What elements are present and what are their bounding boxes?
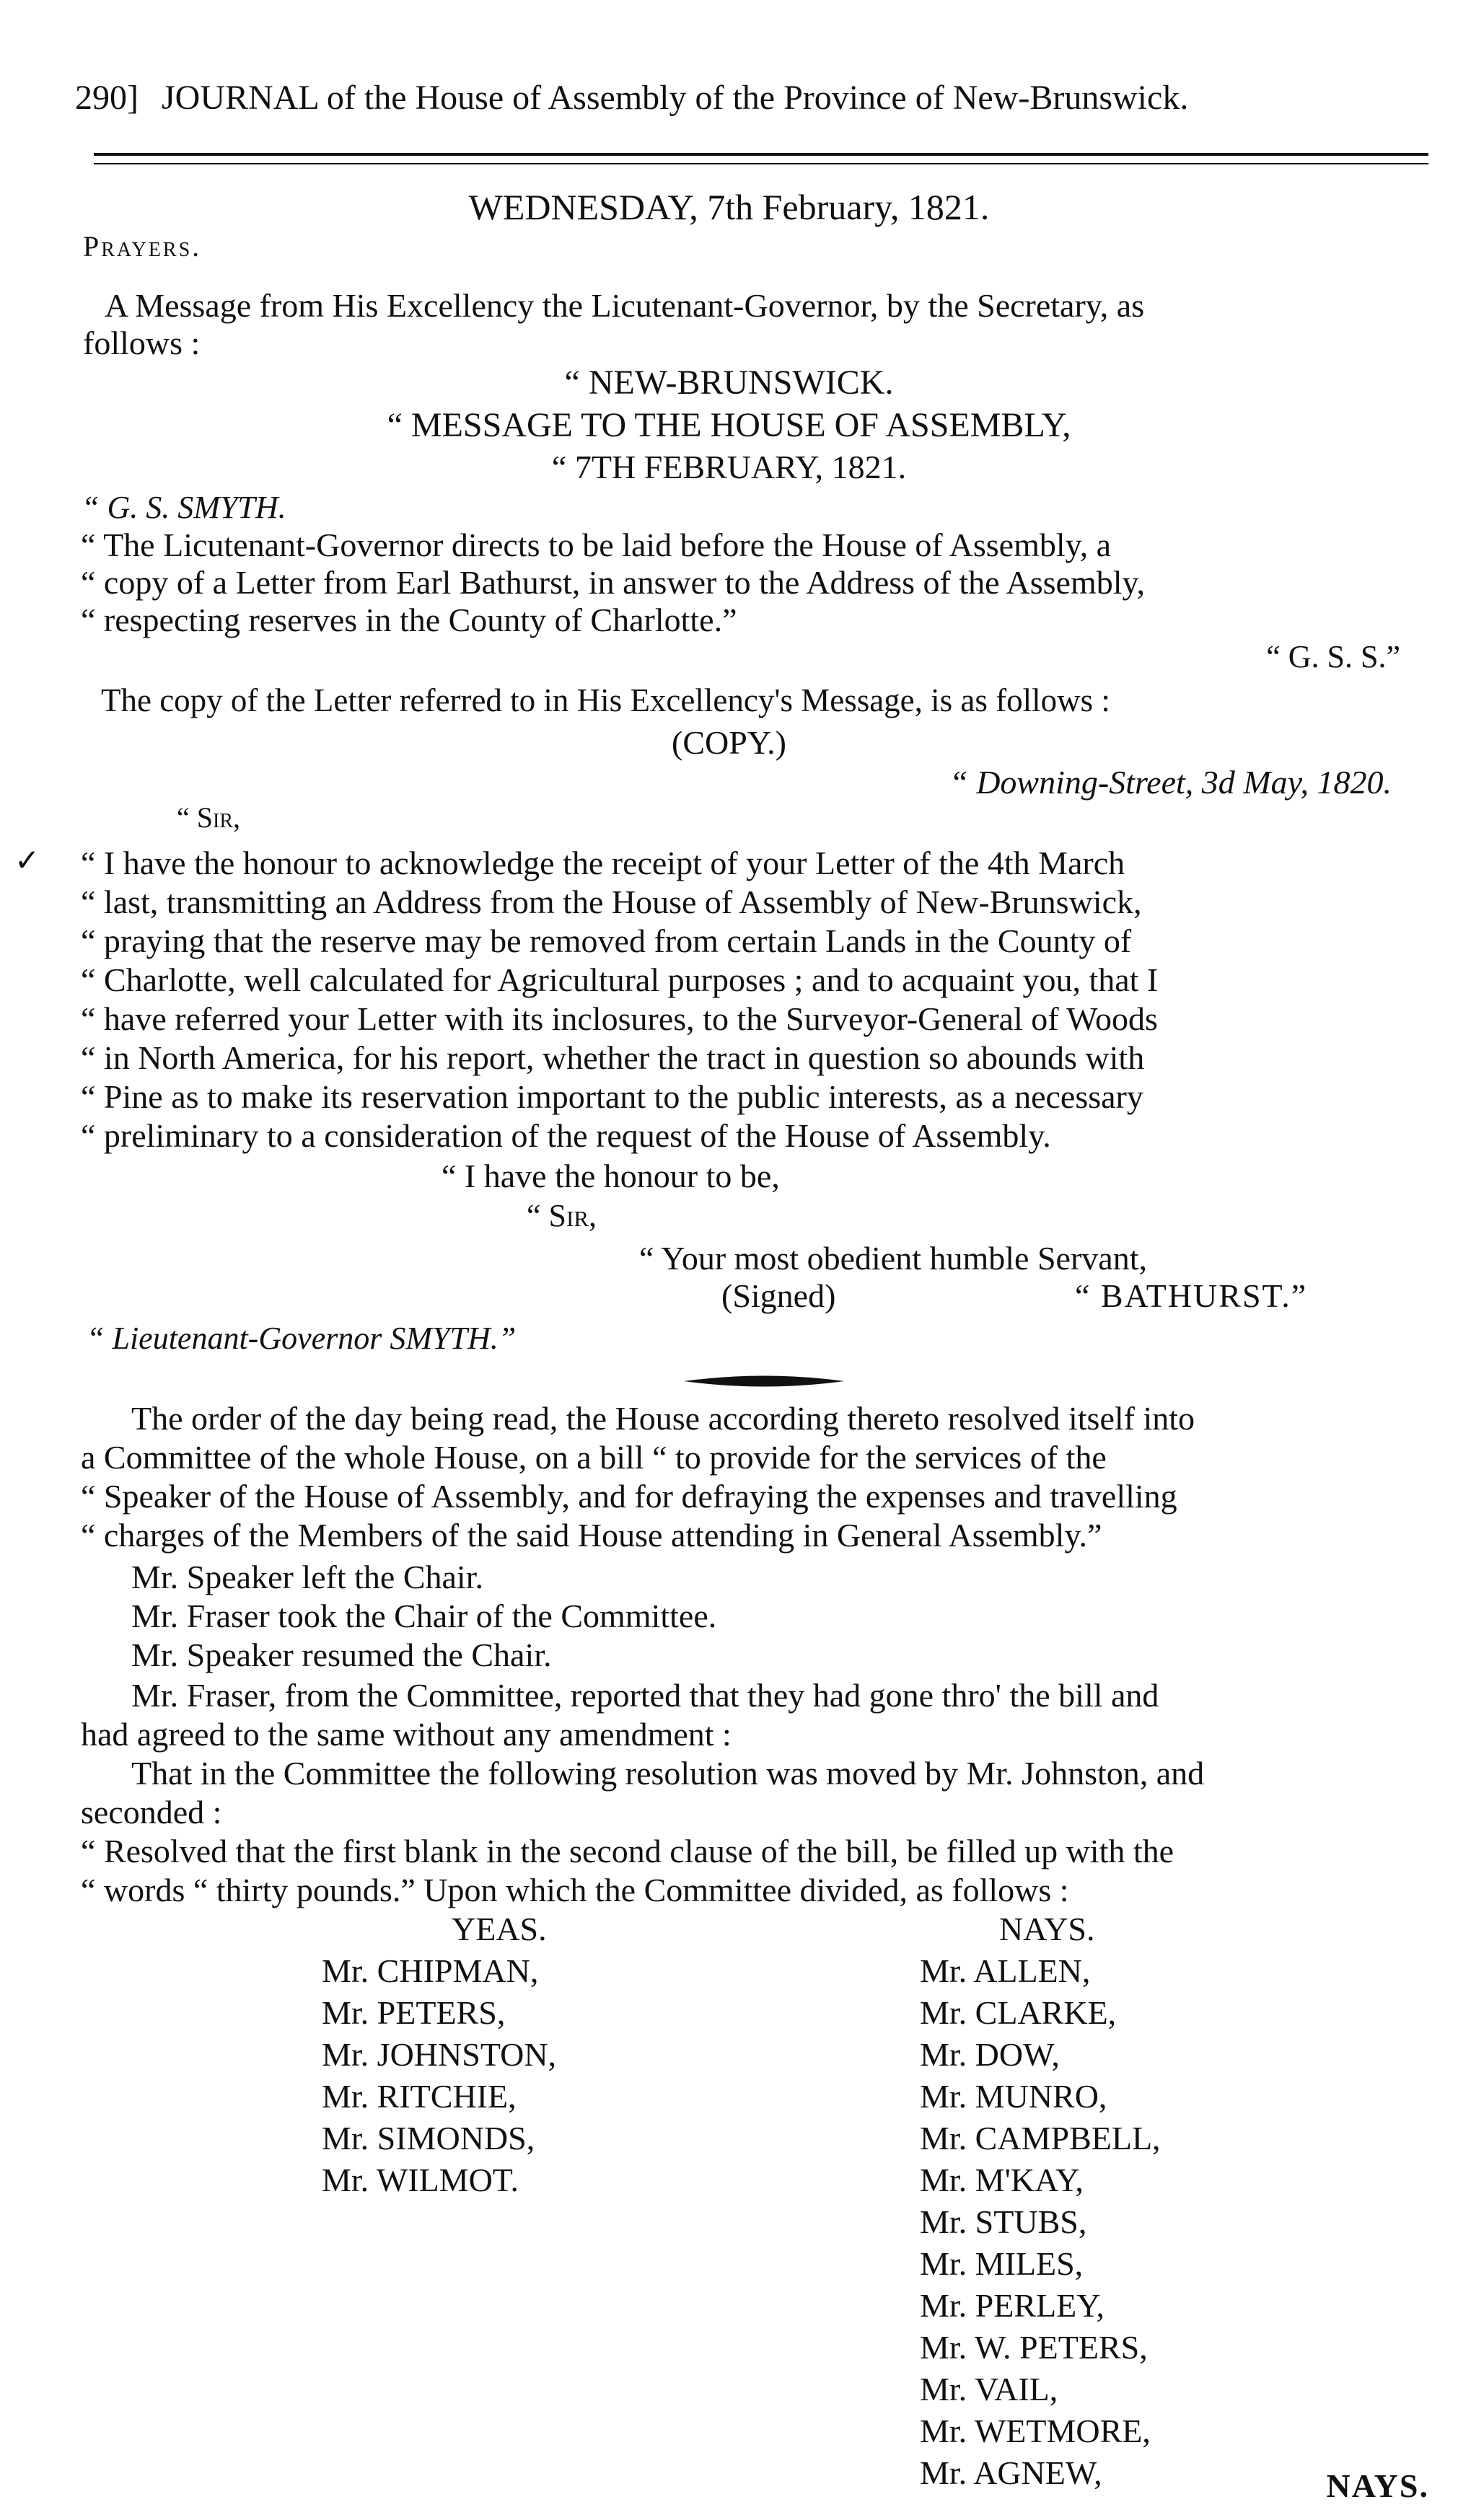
letter-signature: “ BATHURST.” <box>1075 1277 1308 1314</box>
order-of-day <box>81 1399 1430 1555</box>
resolution-line: “ Resolved that the first blank in the second clause of the bill, be filled up with the <box>81 1833 1174 1869</box>
letter-line: “ Pine as to make its reservation important to the public interests, as a necessary <box>81 1078 1143 1115</box>
yeas-column <box>322 1908 556 2201</box>
nays-heading: NAYS. <box>999 1911 1095 1947</box>
letter-closing-servant: “ Your most obedient humble Servant, <box>639 1240 1147 1277</box>
session-date: WEDNESDAY, 7th February, 1821. <box>468 187 990 227</box>
speaker-left: Mr. Speaker left the Chair. <box>131 1559 483 1595</box>
message-heading-province: “ NEW-BRUNSWICK. <box>564 364 894 402</box>
member-name: Mr. JOHNSTON, <box>322 2036 557 2073</box>
committee-report <box>81 1676 1430 1754</box>
resolution-intro-line: That in the Committee the following resolution was moved by Mr. Johnston, and <box>131 1755 1205 1792</box>
journal-title: JOURNAL of the House of Assembly of the Province of New-Brunswick. <box>161 79 1189 117</box>
member-name: Mr. AGNEW, <box>920 2454 1102 2491</box>
resolution <box>81 1832 1430 1910</box>
order-line: The order of the day being read, the House according thereto resolved itself into <box>131 1400 1195 1437</box>
message-body-line: “ respecting reserves in the County of Charlotte.” <box>81 602 737 638</box>
message-body-line: “ copy of a Letter from Earl Bathurst, in answer to the Address of the Assembly, <box>81 564 1146 601</box>
message-body <box>81 527 1430 639</box>
member-name: Mr. M'KAY, <box>920 2162 1084 2198</box>
report-line: Mr. Fraser, from the Committee, reported that they had gone thro' the bill and <box>131 1677 1159 1714</box>
fraser-took-chair: Mr. Fraser took the Chair of the Committee. <box>131 1598 717 1634</box>
member-name: Mr. PETERS, <box>322 1994 506 2031</box>
member-name: Mr. CHIPMAN, <box>322 1952 539 1989</box>
resolution-line: “ words “ thirty pounds.” Upon which the Committee divided, as follows : <box>81 1872 1069 1908</box>
letter-line: “ have referred your Letter with its inclosures, to the Surveyor-General of Woods <box>81 1000 1158 1037</box>
letter-closing-sir: “ Sir, <box>527 1198 597 1233</box>
report-line: had agreed to the same without any amendment : <box>81 1716 732 1753</box>
letter-line: “ last, transmitting an Address from the House of Assembly of New-Brunswick, <box>81 884 1142 920</box>
message-signatory: “ G. S. SMYTH. <box>82 490 286 525</box>
letter-line: “ in North America, for his report, whether the tract in question so abounds with <box>81 1039 1145 1076</box>
header-rule-thick <box>94 153 1428 156</box>
message-heading-title: “ MESSAGE TO THE HOUSE OF ASSEMBLY, <box>387 406 1071 444</box>
letter-line: “ praying that the reserve may be removed from certain Lands in the County of <box>81 922 1132 959</box>
prayers-entry: Prayers. <box>83 230 202 263</box>
yeas-heading: YEAS. <box>452 1911 547 1947</box>
nays-column <box>920 1908 1161 2494</box>
letter-line: “ I have the honour to acknowledge the receipt of your Letter of the 4th March <box>81 845 1125 881</box>
order-line: “ charges of the Members of the said House attending in General Assembly.” <box>81 1517 1102 1554</box>
member-name: Mr. ALLEN, <box>920 1952 1091 1989</box>
chair-proceedings <box>131 1558 716 1675</box>
member-name: Mr. SIMONDS, <box>322 2120 535 2156</box>
catchword: NAYS. <box>1326 2467 1429 2504</box>
check-mark-icon: ✓ <box>14 845 40 878</box>
member-name: Mr. W. PETERS, <box>920 2329 1148 2366</box>
member-name: Mr. RITCHIE, <box>322 2078 517 2115</box>
member-name: Mr. STUBS, <box>920 2203 1087 2240</box>
letter-addressee: “ Lieutenant-Governor SMYTH.” <box>87 1321 517 1356</box>
header-rule-thin <box>94 163 1428 164</box>
member-name: Mr. VAIL, <box>920 2371 1058 2407</box>
signed-label: (Signed) <box>721 1277 836 1314</box>
member-name: Mr. DOW, <box>920 2036 1060 2073</box>
section-divider-ornament <box>684 1373 844 1389</box>
order-line: a Committee of the whole House, on a bill “ to provide for the services of the <box>81 1439 1107 1476</box>
member-name: Mr. WETMORE, <box>920 2413 1151 2449</box>
letter-salutation: “ Sir, <box>177 801 240 834</box>
message-initials: “ G. S. S.” <box>1266 639 1400 674</box>
resolution-intro-line: seconded : <box>81 1794 222 1830</box>
message-body-line: “ The Licutenant-Governor directs to be laid before the House of Assembly, a <box>81 527 1112 563</box>
order-line: “ Speaker of the House of Assembly, and for defraying the expenses and travelling <box>81 1478 1177 1515</box>
speaker-resumed: Mr. Speaker resumed the Chair. <box>131 1636 552 1673</box>
message-heading-date: “ 7TH FEBRUARY, 1821. <box>551 449 907 485</box>
resolution-intro <box>81 1754 1430 1832</box>
letter-closing-honour: “ I have the honour to be, <box>442 1158 780 1194</box>
letter-line: “ Charlotte, well calculated for Agricultural purposes ; and to acquaint you, that I <box>81 961 1159 998</box>
page-number: 290] <box>75 79 139 117</box>
letter-dateline: “ Downing-Street, 3d May, 1820. <box>949 764 1392 801</box>
page-header <box>75 78 1188 118</box>
letter-body <box>81 844 1430 1155</box>
member-name: Mr. CLARKE, <box>920 1994 1117 2031</box>
copy-reference: The copy of the Letter referred to in His Excellency's Message, is as follows : <box>101 682 1110 718</box>
message-intro-line: A Message from His Excellency the Licutenant-Governor, by the Secretary, as <box>105 287 1145 324</box>
message-intro-line: follows : <box>83 325 201 361</box>
member-name: Mr. MUNRO, <box>920 2078 1107 2115</box>
message-intro <box>83 287 1431 362</box>
letter-line: “ preliminary to a consideration of the request of the House of Assembly. <box>81 1117 1051 1154</box>
member-name: Mr. MILES, <box>920 2245 1084 2282</box>
copy-label: (COPY.) <box>672 724 786 761</box>
member-name: Mr. WILMOT. <box>322 2162 519 2198</box>
member-name: Mr. PERLEY, <box>920 2287 1105 2324</box>
member-name: Mr. CAMPBELL, <box>920 2120 1161 2156</box>
